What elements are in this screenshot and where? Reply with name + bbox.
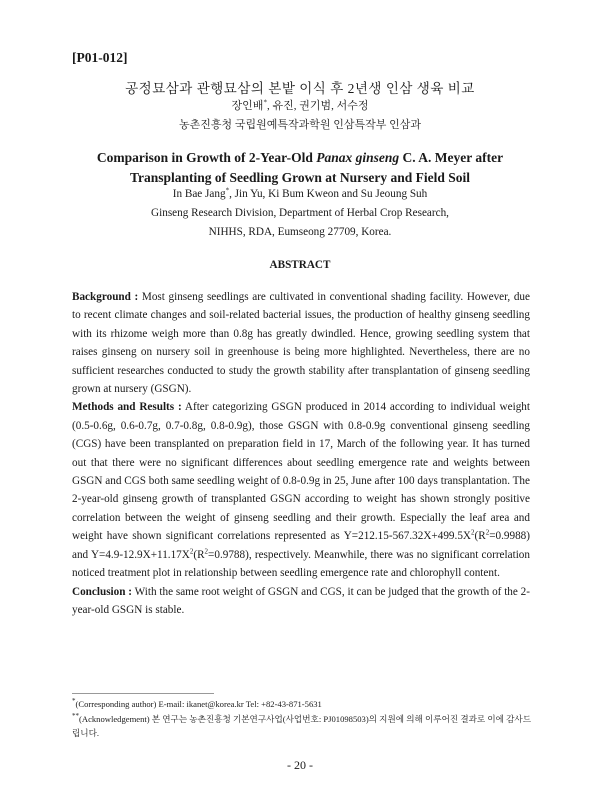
- methods-label: Methods and Results :: [72, 401, 182, 414]
- methods-text-d: (R: [193, 548, 205, 561]
- background-text: Most ginseng seedlings are cultivated in conventional shading facility. However, due to recent climate changes and soil-related bacterial issues, the production of healthy ginseng seedling with its rhizome weigh more than 0.8g has greatly dwindled. Hence, growing seedling system that raises ginseng on nursery soil in greenhouse is being more highlighted. Nevertheless, there are no sufficient researches conducted to study the growth stability after transplantation of ginseng seedling grown at nursery (GSGN).: [72, 291, 530, 396]
- methods-text-b: (R: [474, 530, 486, 543]
- methods-text-e: =0.9788), respectively. Meanwhile, there was no significant correlation noticed treatment plot in relationship between seedling emergence rate and chlorophyll content.: [72, 548, 530, 580]
- footnote-1-text: (Corresponding author) E-mail: ikanet@korea.kr Tel: +82-43-871-5631: [75, 699, 322, 709]
- english-title-part1: Comparison in Growth of 2-Year-Old: [96, 150, 317, 165]
- english-authors: [0, 188, 600, 200]
- english-title-part2: C. A. Meyer after: [399, 150, 504, 165]
- korean-affiliation: 농촌진흥청 국립원예특작과학원 인삼특작부 인삼과: [178, 119, 422, 131]
- korean-author-rest: , 유진, 권기범, 서수정: [266, 100, 369, 112]
- background-label: Background :: [72, 291, 139, 303]
- korean-author-mark: *: [263, 98, 267, 107]
- korean-title: 공정묘삼과 관행묘삼의 본밭 이식 후 2년생 인삼 생육 비교: [125, 81, 475, 96]
- superscript-2d: 2: [204, 546, 209, 555]
- footnote-corresponding: [72, 697, 532, 712]
- english-author-mark: *: [225, 186, 230, 195]
- english-title-line2: Transplanting of Seedling Grown at Nursery and Field Soil: [129, 170, 471, 185]
- footnote-2-mark: **: [72, 711, 79, 720]
- english-affiliation-line2: NIHHS, RDA, Eumseong 27709, Korea.: [208, 226, 392, 238]
- english-title-species: Panax ginseng: [316, 150, 400, 165]
- footnote-divider: [72, 693, 214, 694]
- methods-text-a: After categorizing GSGN produced in 2014 according to individual weight (0.5-0.6g, 0.6-0.7g, 0.7-0.8g, 0.8-0.9g), those GSGN with 0.8-0.9g conventional ginseng seedling (CGS) have been transplanted on preparation field in 17, March of the following year. It has turned out that there were no significant differences about seedling emergence rate and weights between GSGN and CGS both same seedling weight of 0.8-0.9g in 25, June after 100 days transplantation. The 2-year-old ginseng growth of transplanted GSGN according to weight has shown strongly positive correlation between the weight of ginseng seedling and their growth. Especially the leaf area and weight have shown significant correlations represented as Y=212.15-567.32X+499.5X: [72, 401, 530, 543]
- footnotes: [72, 697, 532, 741]
- page-number: - 20 -: [287, 758, 313, 772]
- abstract-body: [72, 288, 530, 619]
- superscript-2a: 2: [471, 528, 475, 537]
- conclusion-paragraph: [72, 583, 530, 620]
- superscript-2c: 2: [189, 546, 194, 555]
- superscript-2b: 2: [485, 528, 490, 537]
- methods-paragraph: [72, 398, 530, 582]
- english-author-first: In Bae Jang: [172, 188, 226, 200]
- poster-code: [P01-012]: [72, 50, 128, 65]
- background-paragraph: [72, 288, 530, 398]
- english-affiliation-line1: Ginseng Research Division, Department of Herbal Crop Research,: [151, 207, 449, 219]
- english-title: [0, 148, 600, 188]
- footnote-acknowledgement: [72, 712, 532, 741]
- korean-author-first: 장인배: [231, 100, 264, 112]
- korean-authors: [0, 97, 600, 113]
- footnote-1-mark: *: [72, 697, 76, 706]
- footnote-2-text: (Acknowledgement) 본 연구는 농촌진흥청 기본연구사업(사업번호: PJ01098503)의 지원에 의해 이루어진 결과로 이에 감사드립니다.: [72, 713, 532, 738]
- methods-text-c: =0.9988) and Y=4.9-12.9X+11.17X: [72, 530, 530, 561]
- conclusion-label: Conclusion :: [72, 585, 133, 598]
- abstract-heading: ABSTRACT: [269, 259, 331, 271]
- conclusion-text: With the same root weight of GSGN and CGS, it can be judged that the growth of the 2-year-old GSGN is stable.: [72, 585, 530, 616]
- english-author-rest: , Jin Yu, Ki Bum Kweon and Su Jeoung Suh: [229, 188, 428, 200]
